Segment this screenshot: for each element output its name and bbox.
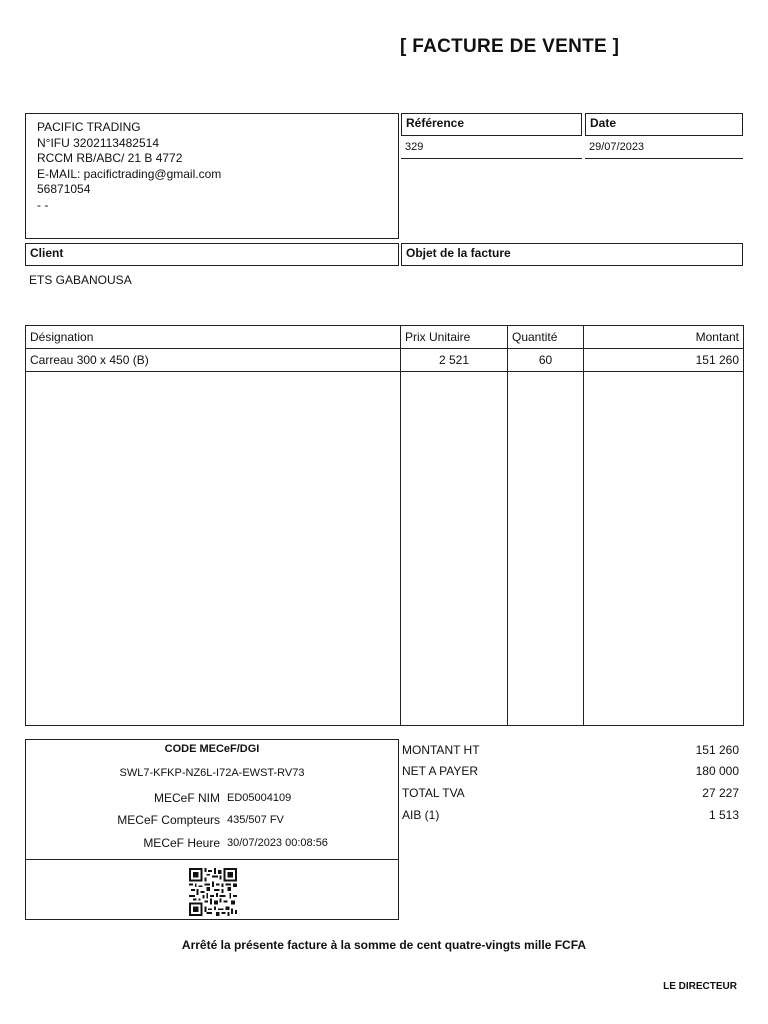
date-header xyxy=(585,113,743,136)
row-designation: Carreau 300 x 450 (B) xyxy=(26,349,401,372)
mecef-heure-label: MECeF Heure xyxy=(143,836,220,850)
empty-cell xyxy=(26,372,401,726)
reference-underline xyxy=(401,158,582,159)
total-ht-label: MONTANT HT xyxy=(402,743,480,757)
empty-cell xyxy=(401,372,508,726)
table-empty-area xyxy=(26,372,744,726)
net-a-payer-value: 180 000 xyxy=(695,764,739,778)
objet-label: Objet de la facture xyxy=(406,246,511,260)
company-name: PACIFIC TRADING xyxy=(37,120,141,134)
client-name: ETS GABANOUSA xyxy=(29,273,132,287)
col-montant: Montant xyxy=(584,326,744,349)
items-header-row xyxy=(26,326,744,349)
company-email: E-MAIL: pacifictrading@gmail.com xyxy=(37,166,222,181)
document-title: [ FACTURE DE VENTE ] xyxy=(400,36,620,57)
amount-in-words: Arrêté la présente facture à la somme de cent quatre-vingts mille FCFA xyxy=(181,938,587,952)
net-a-payer-label: NET A PAYER xyxy=(402,764,479,778)
qr-code-icon xyxy=(189,868,237,916)
objet-header xyxy=(401,243,743,266)
date-label: Date xyxy=(590,116,617,130)
client-header xyxy=(25,243,399,266)
mecef-separator xyxy=(26,859,398,860)
mecef-box xyxy=(25,739,399,920)
company-ifu: N°IFU 3202113482514 xyxy=(37,135,159,150)
col-prix-unitaire: Prix Unitaire xyxy=(401,326,508,349)
mecef-code: SWL7-KFKP-NZ6L-I72A-EWST-RV73 xyxy=(119,767,305,779)
mecef-nim-label: MECeF NIM xyxy=(154,791,220,805)
total-tva-value: 27 227 xyxy=(702,786,739,800)
mecef-title: CODE MECeF/DGI xyxy=(164,743,260,755)
reference-value: 329 xyxy=(405,141,424,153)
row-prix: 2 521 xyxy=(401,349,508,372)
date-underline xyxy=(585,158,743,159)
col-quantite: Quantité xyxy=(508,326,584,349)
empty-cell xyxy=(584,372,744,726)
company-rccm: RCCM RB/ABC/ 21 B 4772 xyxy=(37,151,183,165)
company-phone: 56871054 xyxy=(37,182,91,196)
date-value: 29/07/2023 xyxy=(589,141,645,153)
row-quantite: 60 xyxy=(508,349,584,372)
total-tva-label: TOTAL TVA xyxy=(402,786,465,800)
table-row xyxy=(26,349,744,372)
mecef-nim-value: ED05004109 xyxy=(227,792,292,804)
empty-cell xyxy=(508,372,584,726)
mecef-heure-value: 30/07/2023 00:08:56 xyxy=(227,837,328,849)
total-ht-value: 151 260 xyxy=(695,743,739,757)
aib-value: 1 513 xyxy=(708,808,739,822)
client-label: Client xyxy=(30,246,64,260)
company-extra: - - xyxy=(37,197,49,212)
reference-label: Référence xyxy=(406,116,465,130)
col-designation: Désignation xyxy=(26,326,401,349)
items-table xyxy=(25,325,744,726)
reference-header xyxy=(401,113,582,136)
mecef-compteurs-value: 435/507 FV xyxy=(227,814,284,826)
company-info-box xyxy=(25,113,399,239)
aib-label: AIB (1) xyxy=(402,808,440,822)
row-montant: 151 260 xyxy=(584,349,744,372)
mecef-compteurs-label: MECeF Compteurs xyxy=(117,813,220,827)
signature-label: LE DIRECTEUR xyxy=(663,981,737,992)
